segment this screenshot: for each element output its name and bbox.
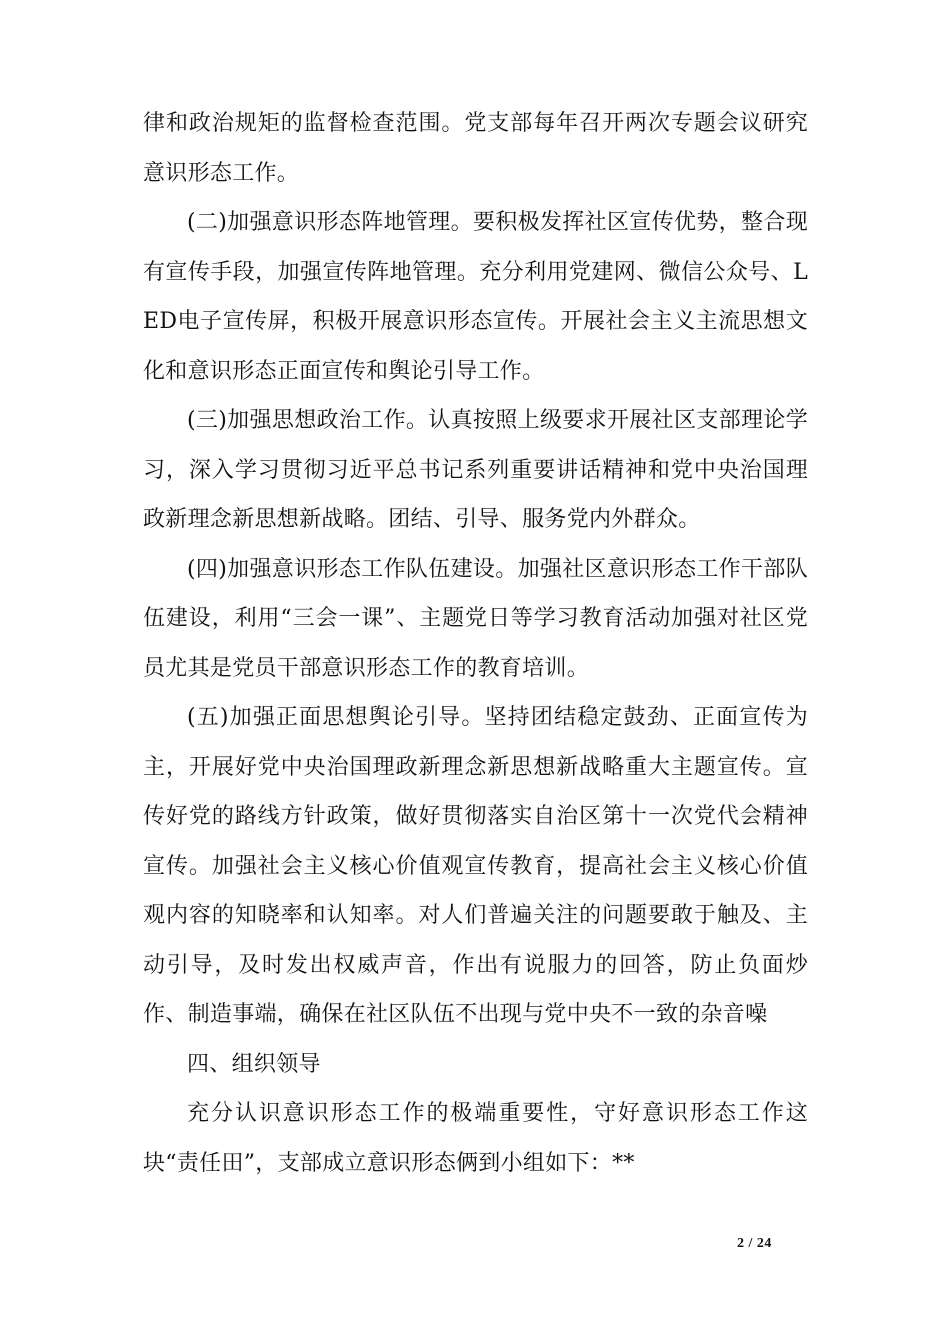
page-number: 2 / 24	[737, 1236, 772, 1251]
paragraph-continuation: 律和政治规矩的监督检查范围。党支部每年召开两次专题会议研究意识形态工作。	[143, 111, 808, 186]
section-heading-organization: 四、组织领导	[187, 1051, 321, 1077]
paragraph-public-opinion: (五)加强正面思想舆论引导。坚持团结稳定鼓劲、正面宣传为主，开展好党中央治国理政新理念新思想新战略重大主题宣传。宣传好党的路线方针政策，做好贯彻落实自治区第十一次党代会精神宣传。加强社会主义核心价值观宣传教育，提高社会主义核心价值观内容的知晓率和认知率。对人们普遍关注的问题要敢于触及、主动引导，及时发出权威声音，作出有说服力的回答，防止负面炒作、制造事端，确保在社区队伍不出现与党中央不一致的杂音噪	[143, 705, 808, 1027]
document-body	[143, 99, 808, 1188]
paragraph-position-management: (二)加强意识形态阵地管理。要积极发挥社区宣传优势，整合现有宣传手段，加强宣传阵地管理。充分利用党建网、微信公众号、LED电子宣传屏，积极开展意识形态宣传。开展社会主义主流思想文化和意识形态正面宣传和舆论引导工作。	[143, 210, 808, 384]
paragraph-team-building: (四)加强意识形态工作队伍建设。加强社区意识形态工作干部队伍建设，利用“三会一课”、主题党日等学习教育活动加强对社区党员尤其是党员干部意识形态工作的教育培训。	[143, 556, 808, 681]
paragraph-political-work: (三)加强思想政治工作。认真按照上级要求开展社区支部理论学习，深入学习贯彻习近平总书记系列重要讲话精神和党中央治国理政新理念新思想新战略。团结、引导、服务党内外群众。	[143, 408, 808, 532]
paragraph-responsibility: 充分认识意识形态工作的极端重要性，守好意识形态工作这块“责任田”，支部成立意识形态俩到小组如下：**	[143, 1101, 808, 1176]
